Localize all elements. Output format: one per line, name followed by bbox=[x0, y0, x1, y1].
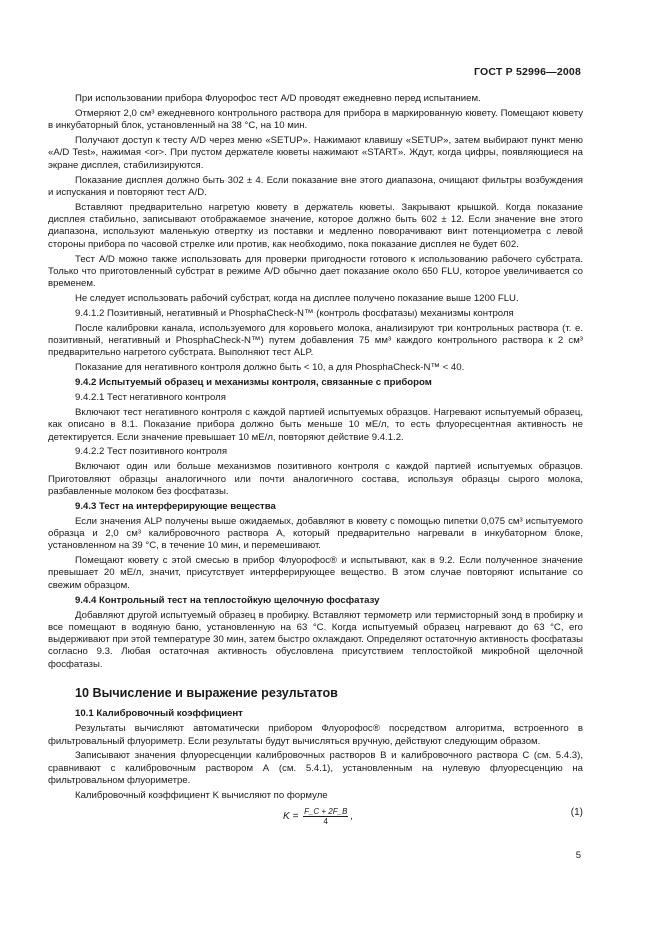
paragraph: После калибровки канала, используемого для коровьего молока, анализируют три контрольных раствора (т. е. позитивный, негативный и PhosphaCheck-N™) путем добавления 75 мм³ каждого контрольного раствора к 2 см³ предварительно нагретого субстрата. Выполняют тест ALP. bbox=[48, 322, 583, 359]
paragraph: Тест A/D можно также использовать для проверки пригодности готового к использованию рабочего субстрата. Только что приготовленный субстрат в режиме A/D обычно дает показание около 650 FLU, которое увеличивается со временем. bbox=[48, 253, 583, 290]
document-body bbox=[48, 93, 583, 831]
section-10-heading: 10 Вычисление и выражение результатов bbox=[75, 686, 338, 701]
paragraph: При использовании прибора Флуорофос тест A/D проводят ежедневно перед испытанием. bbox=[75, 93, 481, 104]
formula-expression bbox=[283, 807, 353, 826]
paragraph: Калибровочный коэффициент K вычисляют по формуле bbox=[75, 789, 328, 801]
formula-denominator: 4 bbox=[323, 817, 328, 827]
paragraph: Вставляют предварительно нагретую кювету в держатель кюветы. Закрывают крышкой. Когда показание дисплея стабильно, записывают отображаемое значение, которое должно быть 602 ± 12. Если значение вне этого диапазона, используют маленькую отвертку из поставки и медленно поворачивают винт потенциометра с левой стороны прибора по часовой стрелке или против, как необходимо, пока показание дисплея не будет 602. bbox=[48, 201, 583, 250]
subsection-heading: 9.4.4 Контрольный тест на теплостойкую щелочную фосфатазу bbox=[75, 594, 380, 606]
paragraph: Не следует использовать рабочий субстрат, когда на дисплее получено показание выше 1200 FLU. bbox=[75, 293, 519, 305]
paragraph: Если значения ALP получены выше ожидаемых, добавляют в кювету с помощью пипетки 0,075 см³ испытуемого образца и 2,0 см³ калибровочного раствора А, который предварительно нагревали в инкубаторном блоке, установленном на 39 °С, в течение 10 мин, и перемешивают. bbox=[48, 515, 583, 552]
paragraph: Включают тест негативного контроля с каждой партией испытуемых образцов. Нагревают испытуемый образец, как описано в 8.1. Показание прибора должно быть меньше 10 мЕ/л, то есть флуоресцентная активность не детектируется. Если значение превышает 10 мЕ/л, повторяют действие 9.4.1.2. bbox=[48, 406, 583, 443]
paragraphs-section-10 bbox=[48, 708, 583, 802]
page-number: 5 bbox=[575, 850, 581, 861]
subsection-heading: 9.4.2 Испытуемый образец и механизмы контроля, связанные с прибором bbox=[75, 377, 432, 389]
formula-numerator: F_C + 2F_B bbox=[304, 807, 348, 817]
formula-tail: , bbox=[350, 811, 354, 823]
paragraph: Помещают кювету с этой смесью в прибор Флуорофос® и испытывают, как в 9.2. Если полученное значение превышает 20 мЕ/л, значит, присутствует интерферирующее вещество. В этом случае повторяют испытание со свежим образцом. bbox=[48, 555, 583, 591]
paragraph: Отмеряют 2,0 см³ ежедневного контрольного раствора для прибора в маркированную кювету. Помещают кювету в инкубаторный блок, установленный на 38 °С, на 10 мин. bbox=[48, 107, 583, 132]
paragraph: Результаты вычисляют автоматически прибором Флуорофос® посредством алгоритма, встроенного в фильтровальный флуориметр. Если результаты будут вычисляться вручную, действуют следующим образом. bbox=[48, 723, 583, 747]
paragraph: Показание для негативного контроля должно быть < 10, а для PhosphaCheck-N™ < 40. bbox=[75, 362, 465, 374]
formula-number: (1) bbox=[570, 807, 583, 819]
formula-fraction bbox=[303, 807, 348, 826]
paragraph: 9.4.2.1 Тест негативного контроля bbox=[75, 392, 226, 404]
subsection-heading: 10.1 Калибровочный коэффициент bbox=[75, 708, 243, 720]
paragraphs-section-9 bbox=[48, 93, 583, 671]
formula-lhs: K = bbox=[283, 811, 299, 823]
paragraph: Записывают значения флуоресценции калибровочных растворов В и калибровочного раствора С (см. 5.4.3), сравнивают с калибровочным раствором А (см. 5.4.1), установленным на нулевую флуоресценцию на фильтровальном флуориметре. bbox=[48, 750, 583, 787]
paragraph: Добавляют другой испытуемый образец в пробирку. Вставляют термометр или термисторный зонд в пробирку и все помещают в водяную баню, установленную на 63 °С. Когда испытуемый образец нагревают до 63 °С, его выдерживают при этой температуре 30 мин, затем быстро охлаждают. Определяют остаточную активность фосфатазы согласно 9.3. Любая остаточная активность обусловлена присутствием теплостойкой микробной щелочной фосфатазы. bbox=[48, 609, 583, 670]
paragraph: Включают один или больше механизмов позитивного контроля с каждой партией испытуемых образцов. Приготовляют образцы аналогичного или почти аналогичного состава, используя образцы сырого молока, разбавленные молоком без фосфатазы. bbox=[48, 461, 583, 497]
paragraph: Получают доступ к тесту A/D через меню «SETUP». Нажимают клавишу «SETUP», затем выбирают пункт меню «A/D Test», нажимая <or>. При пустом держателе кюветы нажимают «START». Ждут, когда цифры, появляющиеся на экране дисплея, стабилизируются. bbox=[48, 135, 583, 171]
subsection-heading: 9.4.3 Тест на интерферирующие вещества bbox=[75, 500, 276, 512]
paragraph: 9.4.1.2 Позитивный, негативный и PhosphaCheck-N™ (контроль фосфатазы) механизмы контроля bbox=[75, 307, 514, 319]
formula-1 bbox=[48, 805, 583, 831]
paragraph: Показание дисплея должно быть 302 ± 4. Если показание вне этого диапазона, очищают фильтры возбуждения и испускания и повторяют тест A/D. bbox=[48, 174, 583, 198]
paragraph: 9.4.2.2 Тест позитивного контроля bbox=[75, 446, 228, 458]
document-header: ГОСТ Р 52996—2008 bbox=[473, 66, 581, 78]
